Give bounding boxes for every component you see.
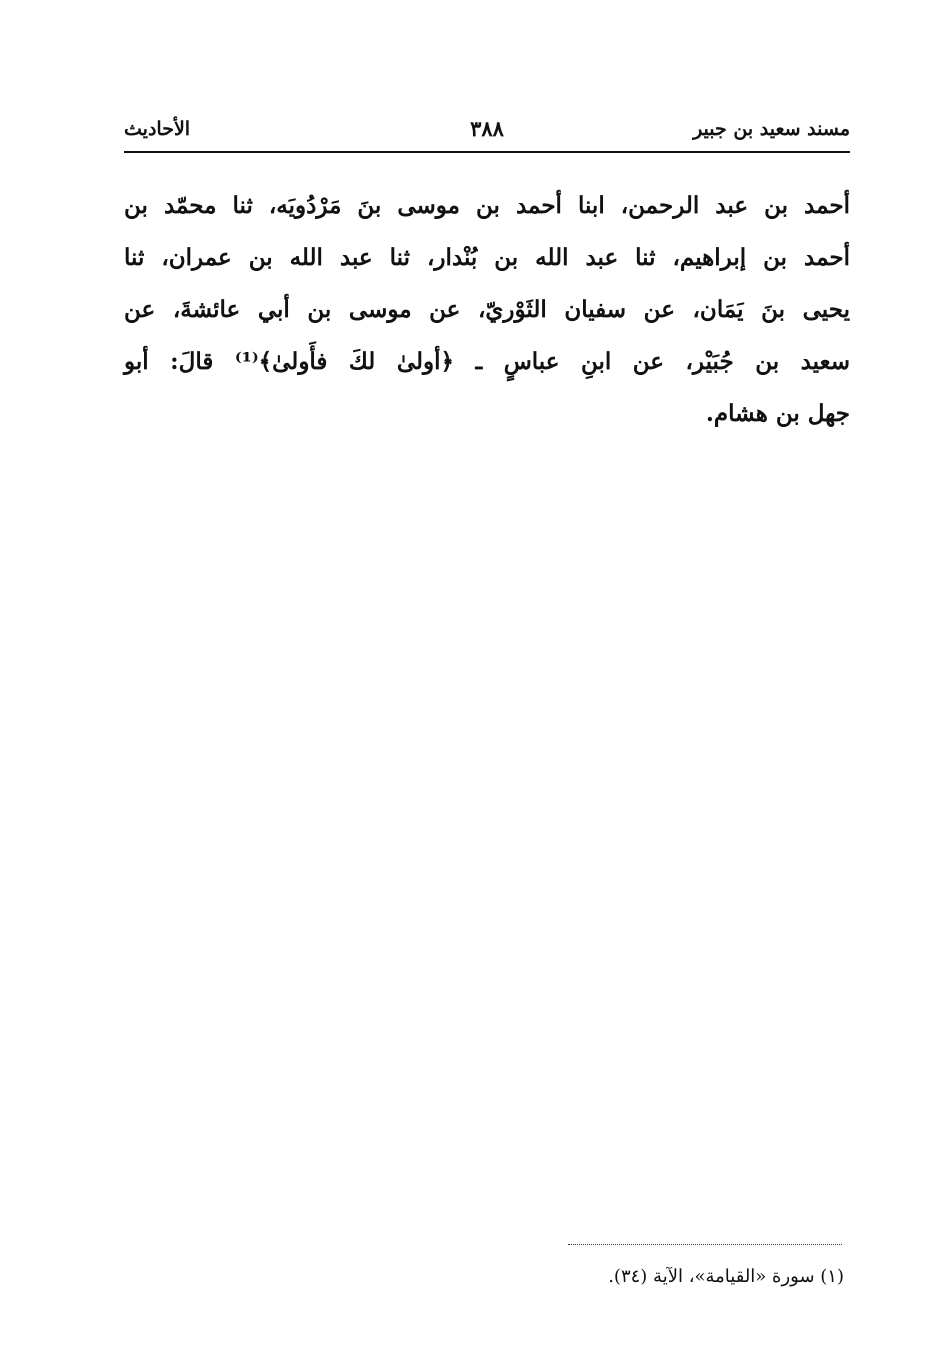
main-text bbox=[124, 180, 850, 440]
text-line: يحيى بنَ يَمَان، عن سفيان الثَوْريّ، عن موسى بن أبي عائشةَ، عن bbox=[124, 296, 850, 323]
section-title: الأحاديث bbox=[124, 118, 191, 140]
text-line: أحمد بن عبد الرحمن، ابنا أحمد بن موسى بنَ مَرْدُويَه، ثنا محمّد بن bbox=[124, 192, 850, 219]
footnote-separator bbox=[568, 1244, 842, 1245]
book-title: مسند سعيد بن جبير bbox=[693, 118, 850, 140]
page-number: ٣٨٨ bbox=[470, 116, 504, 141]
running-header bbox=[124, 112, 850, 150]
footnote: (١) سورة «القيامة»، الآية (٣٤). bbox=[608, 1266, 844, 1287]
text-line: أحمد بن إبراهيم، ثنا عبد الله بن بُنْدار، ثنا عبد الله بن عمران، ثنا bbox=[124, 244, 850, 271]
text-line: جهل بن هشام. bbox=[705, 400, 850, 427]
header-rule bbox=[124, 151, 850, 153]
text-line: سعيد بن جُبَيْر، عن ابنِ عباسٍ ـ ﴿أولىٰ لكَ فأَولىٰ﴾⁽¹⁾ قالَ: أبو bbox=[124, 348, 850, 375]
